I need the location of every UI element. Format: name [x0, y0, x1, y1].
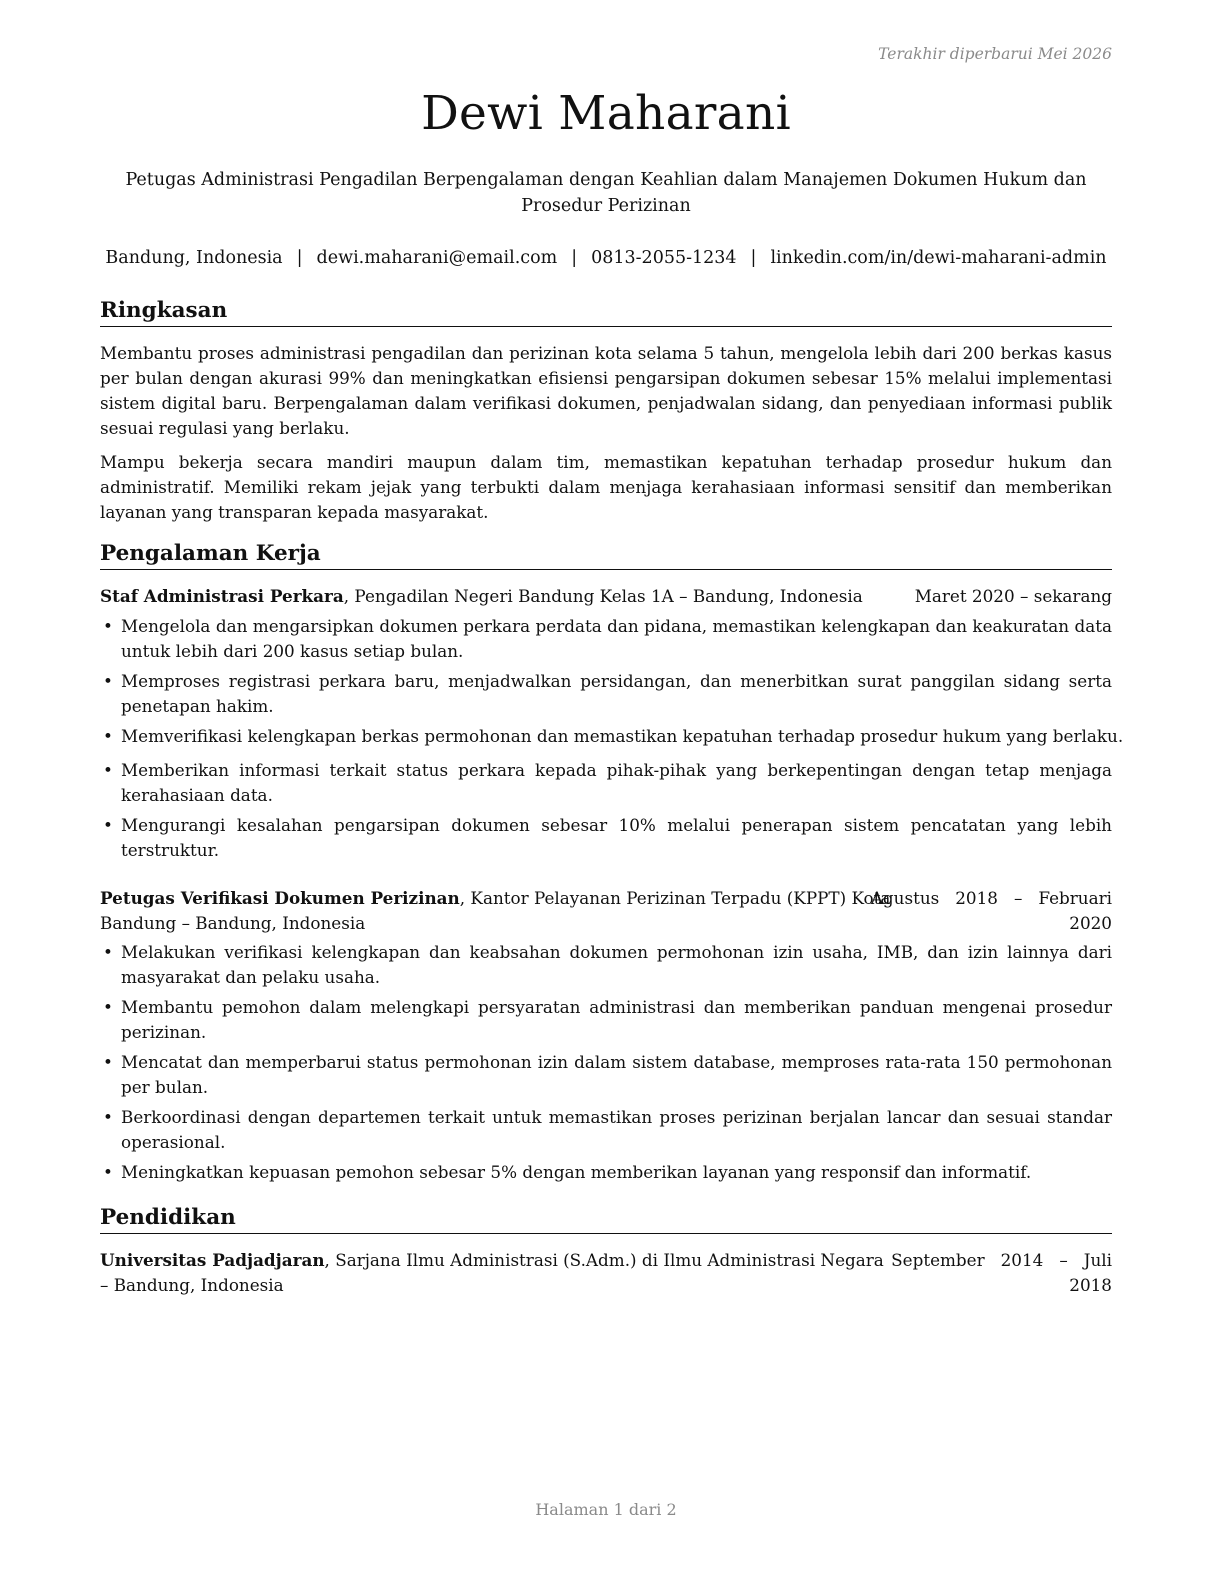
job-header	[100, 584, 1112, 609]
job-dates-continued: 2020	[1069, 913, 1112, 933]
candidate-name: Dewi Maharani	[421, 86, 791, 141]
job-org: , Kantor Pelayanan Perizinan Terpadu (KPPT) Kota	[459, 888, 891, 908]
education-dates-continued: 2018	[1069, 1275, 1112, 1295]
list-item: • Membantu pemohon dalam melengkapi persyaratan administrasi dan memberikan panduan mengenai prosedur perizinan.	[100, 995, 1112, 1045]
education-degree: , Sarjana Ilmu Administrasi (S.Adm.) di Ilmu Administrasi Negara	[324, 1250, 884, 1270]
last-updated-note: Terakhir diperbarui Mei 2026	[878, 45, 1112, 63]
job-dates: Agustus 2018 – Februari	[870, 888, 1112, 908]
list-item: • Mengelola dan mengarsipkan dokumen perkara perdata dan pidana, memastikan kelengkapan dan keakuratan data untuk lebih dari 200 kasus setiap bulan.	[100, 614, 1112, 664]
job-role: Petugas Verifikasi Dokumen Perizinan	[100, 888, 460, 908]
contact-location: Bandung, Indonesia	[105, 248, 283, 268]
contact-separator: |	[296, 248, 303, 268]
list-item: • Memproses registrasi perkara baru, menjadwalkan persidangan, dan menerbitkan surat panggilan sidang serta penetapan hakim.	[100, 669, 1112, 719]
list-item: • Meningkatkan kepuasan pemohon sebesar 5% dengan memberikan layanan yang responsif dan informatif.	[100, 1160, 1112, 1185]
list-item: • Memverifikasi kelengkapan berkas permohonan dan memastikan kepatuhan terhadap prosedur hukum yang berlaku.	[100, 724, 1118, 749]
summary-paragraph: Mampu bekerja secara mandiri maupun dalam tim, memastikan kepatuhan terhadap prosedur hukum dan administratif. Memiliki rekam jejak yang terbukti dalam menjaga kerahasiaan informasi sensitif dan memberikan layanan yang transparan kepada masyarakat.	[100, 452, 1112, 522]
job-header	[100, 886, 1112, 936]
contact-separator: |	[750, 248, 757, 268]
section-title-education: Pendidikan	[100, 1204, 1112, 1234]
education-dates: September 2014 – Juli	[891, 1250, 1112, 1270]
job-role: Staf Administrasi Perkara	[100, 586, 344, 606]
section-title-experience: Pengalaman Kerja	[100, 540, 1112, 570]
contact-separator: |	[571, 248, 578, 268]
list-item: • Memberikan informasi terkait status perkara kepada pihak-pihak yang berkepentingan dengan tetap menjaga kerahasiaan data.	[100, 758, 1112, 808]
summary-paragraph: Membantu proses administrasi pengadilan dan perizinan kota selama 5 tahun, mengelola lebih dari 200 berkas kasus per bulan dengan akurasi 99% dan meningkatkan efisiensi pengarsipan dokumen sebesar 15% melalui implementasi sistem digital baru. Berpengalaman dalam verifikasi dokumen, penjadwalan sidang, dan penyediaan informasi publik sesuai regulasi yang berlaku.	[100, 343, 1112, 438]
list-item: • Mencatat dan memperbarui status permohonan izin dalam sistem database, memproses rata-rata 150 permohonan per bulan.	[100, 1050, 1112, 1100]
section-title-summary: Ringkasan	[100, 297, 1112, 327]
list-item: • Melakukan verifikasi kelengkapan dan keabsahan dokumen permohonan izin usaha, IMB, dan izin lainnya dari masyarakat dan pelaku usaha.	[100, 940, 1112, 990]
contact-email[interactable]: dewi.maharani@email.com	[316, 248, 558, 268]
education-entry	[100, 1248, 1112, 1298]
resume-page	[100, 0, 1124, 1584]
list-item: • Berkoordinasi dengan departemen terkait untuk memastikan proses perizinan berjalan lancar dan sesuai standar operasional.	[100, 1105, 1112, 1155]
contact-line	[94, 245, 1118, 271]
contact-phone: 0813-2055-1234	[591, 248, 737, 268]
job-dates: Maret 2020 – sekarang	[914, 586, 1112, 606]
page-number: Halaman 1 dari 2	[535, 1500, 677, 1519]
job-org: , Pengadilan Negeri Bandung Kelas 1A – Bandung, Indonesia	[343, 586, 863, 606]
job-org-continued: Bandung – Bandung, Indonesia	[100, 913, 366, 933]
contact-linkedin[interactable]: linkedin.com/in/dewi-maharani-admin	[770, 248, 1107, 268]
education-location: – Bandung, Indonesia	[100, 1275, 284, 1295]
list-item: • Mengurangi kesalahan pengarsipan dokumen sebesar 10% melalui penerapan sistem pencatatan yang lebih terstruktur.	[100, 813, 1112, 863]
education-school: Universitas Padjadjaran	[100, 1250, 325, 1270]
headline: Petugas Administrasi Pengadilan Berpengalaman dengan Keahlian dalam Manajemen Dokumen Hukum dan Prosedur Perizinan	[125, 170, 1087, 216]
